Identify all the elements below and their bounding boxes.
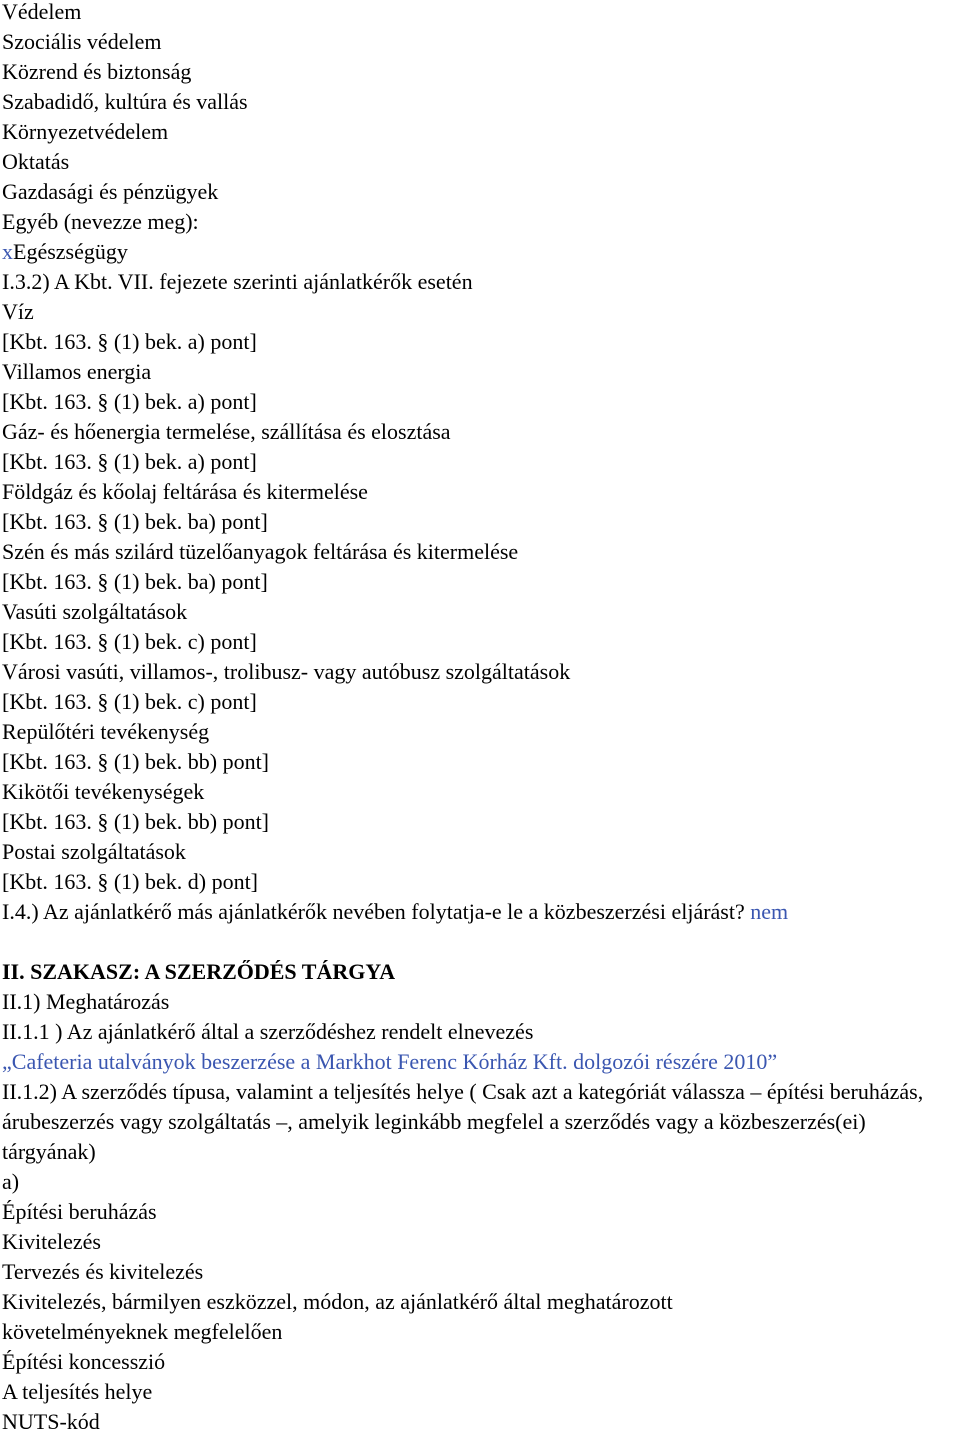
list-item: Oktatás [2,150,70,174]
sector-item: Postai szolgáltatások [2,840,186,864]
sector-item: Gáz- és hőenergia termelése, szállítása és elosztása [2,420,451,444]
section-ii-heading: II. SZAKASZ: A SZERZŐDÉS TÁRGYA [2,960,396,984]
blank-line [2,930,960,960]
sector-item: Földgáz és kőolaj feltárása és kitermelése [2,480,368,504]
list-item: Tervezés és kivitelezés [2,1260,204,1284]
list-item: Közrend és biztonság [2,60,192,84]
i4-question [2,900,960,930]
list-item: Építési beruházás [2,1200,157,1224]
list-item: Egyéb (nevezze meg): [2,210,199,234]
i4-question-text: I.4.) Az ajánlatkérő más ajánlatkérők nevében folytatja-e le a közbeszerzési eljárást? [2,900,751,924]
sector-reference: [Kbt. 163. § (1) bek. ba) pont] [2,570,268,594]
sector-item: Kikötői tevékenységek [2,780,205,804]
selected-item-label: Egészségügy [13,240,128,264]
section-i32-heading: I.3.2) A Kbt. VII. fejezete szerinti ajánlatkérők esetén [2,270,473,294]
sector-item: Repülőtéri tevékenység [2,720,210,744]
category-list [2,0,960,270]
list-item: Környezetvédelem [2,120,169,144]
sector-reference: [Kbt. 163. § (1) bek. bb) pont] [2,810,270,834]
sector-reference: [Kbt. 163. § (1) bek. c) pont] [2,630,257,654]
sector-item: Villamos energia [2,360,152,384]
list-item: Szociális védelem [2,30,162,54]
sector-reference: [Kbt. 163. § (1) bek. bb) pont] [2,750,270,774]
list-item: Kivitelezés, bármilyen eszközzel, módon, az ajánlatkérő által meghatározott [2,1290,673,1314]
sector-reference: [Kbt. 163. § (1) bek. d) pont] [2,870,259,894]
i4-answer: nem [750,900,789,924]
section-ii1-heading: II.1) Meghatározás [2,990,170,1014]
contract-name: „Cafeteria utalványok beszerzése a Markhot Ferenc Kórház Kft. dolgozói részére 2010” [2,1050,778,1074]
section-ii12-text: II.1.2) A szerződés típusa, valamint a teljesítés helye ( Csak azt a kategóriát válassza – építési beruházás, árubeszerzés vagy szolgáltatás –, amelyik leginkább megfelel a szerződés vagy a közbeszerzés(ei) tárgyának) [2,1079,924,1164]
list-item: Szabadidő, kultúra és vallás [2,90,248,114]
sector-reference: [Kbt. 163. § (1) bek. a) pont] [2,330,257,354]
list-item: a) [2,1170,20,1194]
sector-item: Szén és más szilárd tüzelőanyagok feltárása és kitermelése [2,540,519,564]
sector-item: Víz [2,300,34,324]
selected-list-item [2,240,960,270]
list-item: NUTS-kód [2,1410,100,1434]
sector-item: Városi vasúti, villamos-, trolibusz- vagy autóbusz szolgáltatások [2,660,571,684]
list-item: A teljesítés helye [2,1380,153,1404]
list-item: Kivitelezés [2,1230,101,1254]
list-item: Gazdasági és pénzügyek [2,180,219,204]
section-ii11-heading: II.1.1 ) Az ajánlatkérő által a szerződéshez rendelt elnevezés [2,1020,534,1044]
sector-list [2,300,960,900]
sector-reference: [Kbt. 163. § (1) bek. c) pont] [2,690,257,714]
contract-type-list [2,1170,960,1440]
selection-mark: x [2,240,13,264]
sector-reference: [Kbt. 163. § (1) bek. ba) pont] [2,510,268,534]
list-item: követelményeknek megfelelően [2,1320,283,1344]
sector-reference: [Kbt. 163. § (1) bek. a) pont] [2,390,257,414]
list-item: Védelem [2,0,82,24]
sector-item: Vasúti szolgáltatások [2,600,188,624]
list-item: Építési koncesszió [2,1350,166,1374]
sector-reference: [Kbt. 163. § (1) bek. a) pont] [2,450,257,474]
